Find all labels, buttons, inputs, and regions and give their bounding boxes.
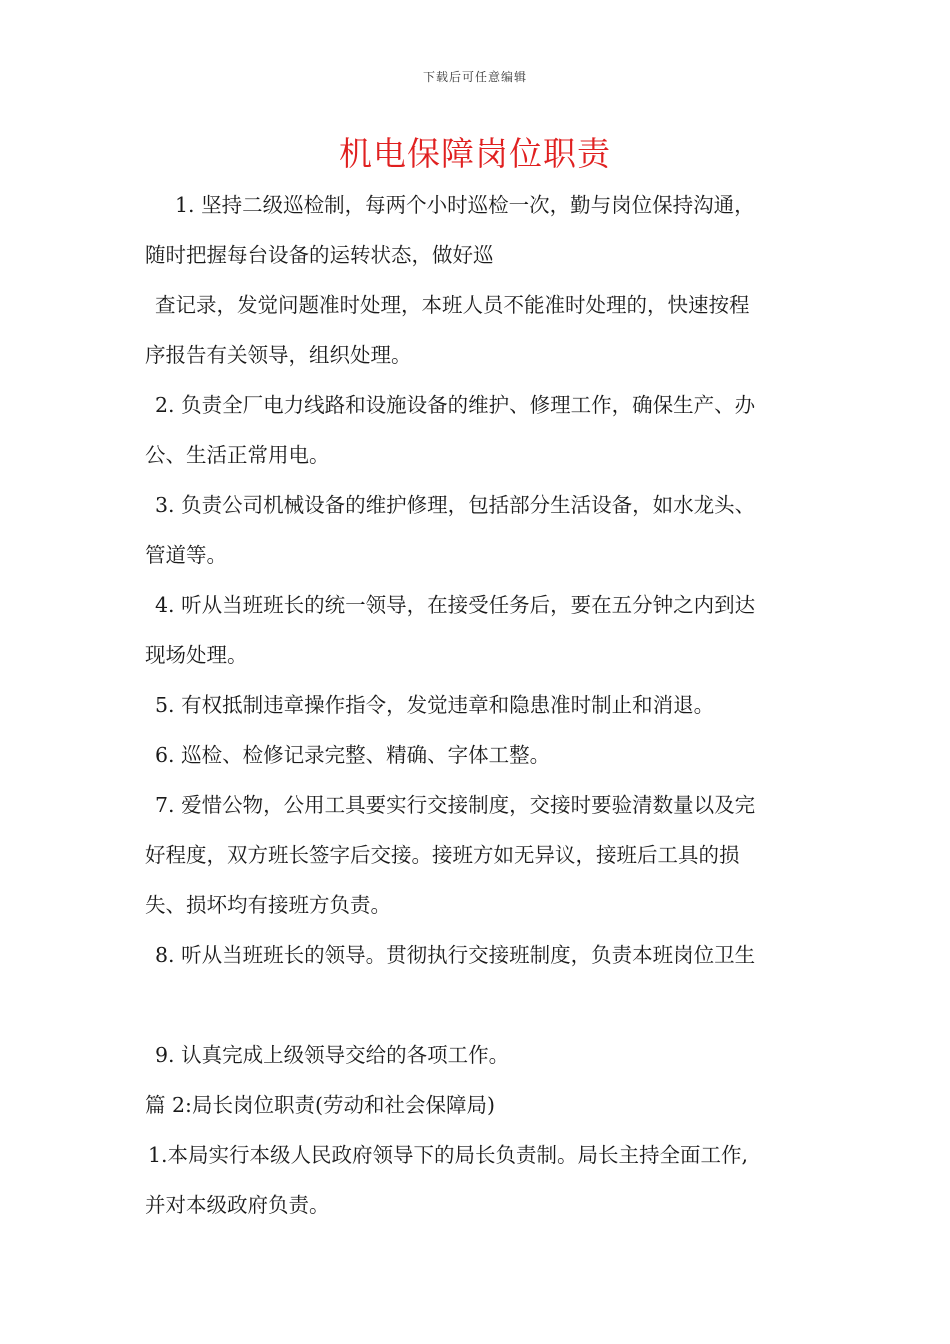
paragraph-line: 并对本级政府负责。 <box>145 1193 330 1217</box>
paragraph-line: 8. 听从当班班长的领导。贯彻执行交接班制度，负责本班岗位卫生 <box>155 943 756 967</box>
paragraph-line: 好程度，双方班长签字后交接。接班方如无异议，接班后工具的损 <box>145 843 740 867</box>
paragraph-line: 1. 坚持二级巡检制，每两个小时巡检一次，勤与岗位保持沟通， <box>175 193 755 217</box>
section-heading: 篇 2:局长岗位职责(劳动和社会保障局) <box>145 1093 495 1117</box>
paragraph-line: 2. 负责全厂电力线路和设施设备的维护、修理工作，确保生产、办 <box>155 393 756 417</box>
paragraph-line: 序报告有关领导，组织处理。 <box>145 343 412 367</box>
paragraph-line: 1.本局实行本级人民政府领导下的局长负责制。局长主持全面工作, <box>148 1143 749 1167</box>
paragraph-line: 5. 有权抵制违章操作指令，发觉违章和隐患准时制止和消退。 <box>155 693 715 717</box>
document-title: 机电保障岗位职责 <box>339 134 611 173</box>
blank-line <box>145 980 810 1030</box>
paragraph-line: 随时把握每台设备的运转状态，做好巡 <box>145 243 494 267</box>
paragraph-line: 9. 认真完成上级领导交给的各项工作。 <box>155 1043 510 1067</box>
paragraph-line: 7. 爱惜公物，公用工具要实行交接制度，交接时要验清数量以及完 <box>155 793 756 817</box>
paragraph-line: 现场处理。 <box>145 643 248 667</box>
paragraph-line: 3. 负责公司机械设备的维护修理，包括部分生活设备，如水龙头、 <box>155 493 756 517</box>
paragraph-line: 公、生活正常用电。 <box>145 443 330 467</box>
paragraph-line: 6. 巡检、检修记录完整、精确、字体工整。 <box>155 743 551 767</box>
paragraph-line: 查记录，发觉问题准时处理，本班人员不能准时处理的，快速按程 <box>155 293 750 317</box>
paragraph-line: 管道等。 <box>145 543 227 567</box>
header-note: 下载后可任意编辑 <box>422 70 527 84</box>
paragraph-line: 4. 听从当班班长的统一领导，在接受任务后，要在五分钟之内到达 <box>155 593 756 617</box>
document-body <box>145 180 810 1230</box>
paragraph-line: 失、损坏均有接班方负责。 <box>145 893 391 917</box>
